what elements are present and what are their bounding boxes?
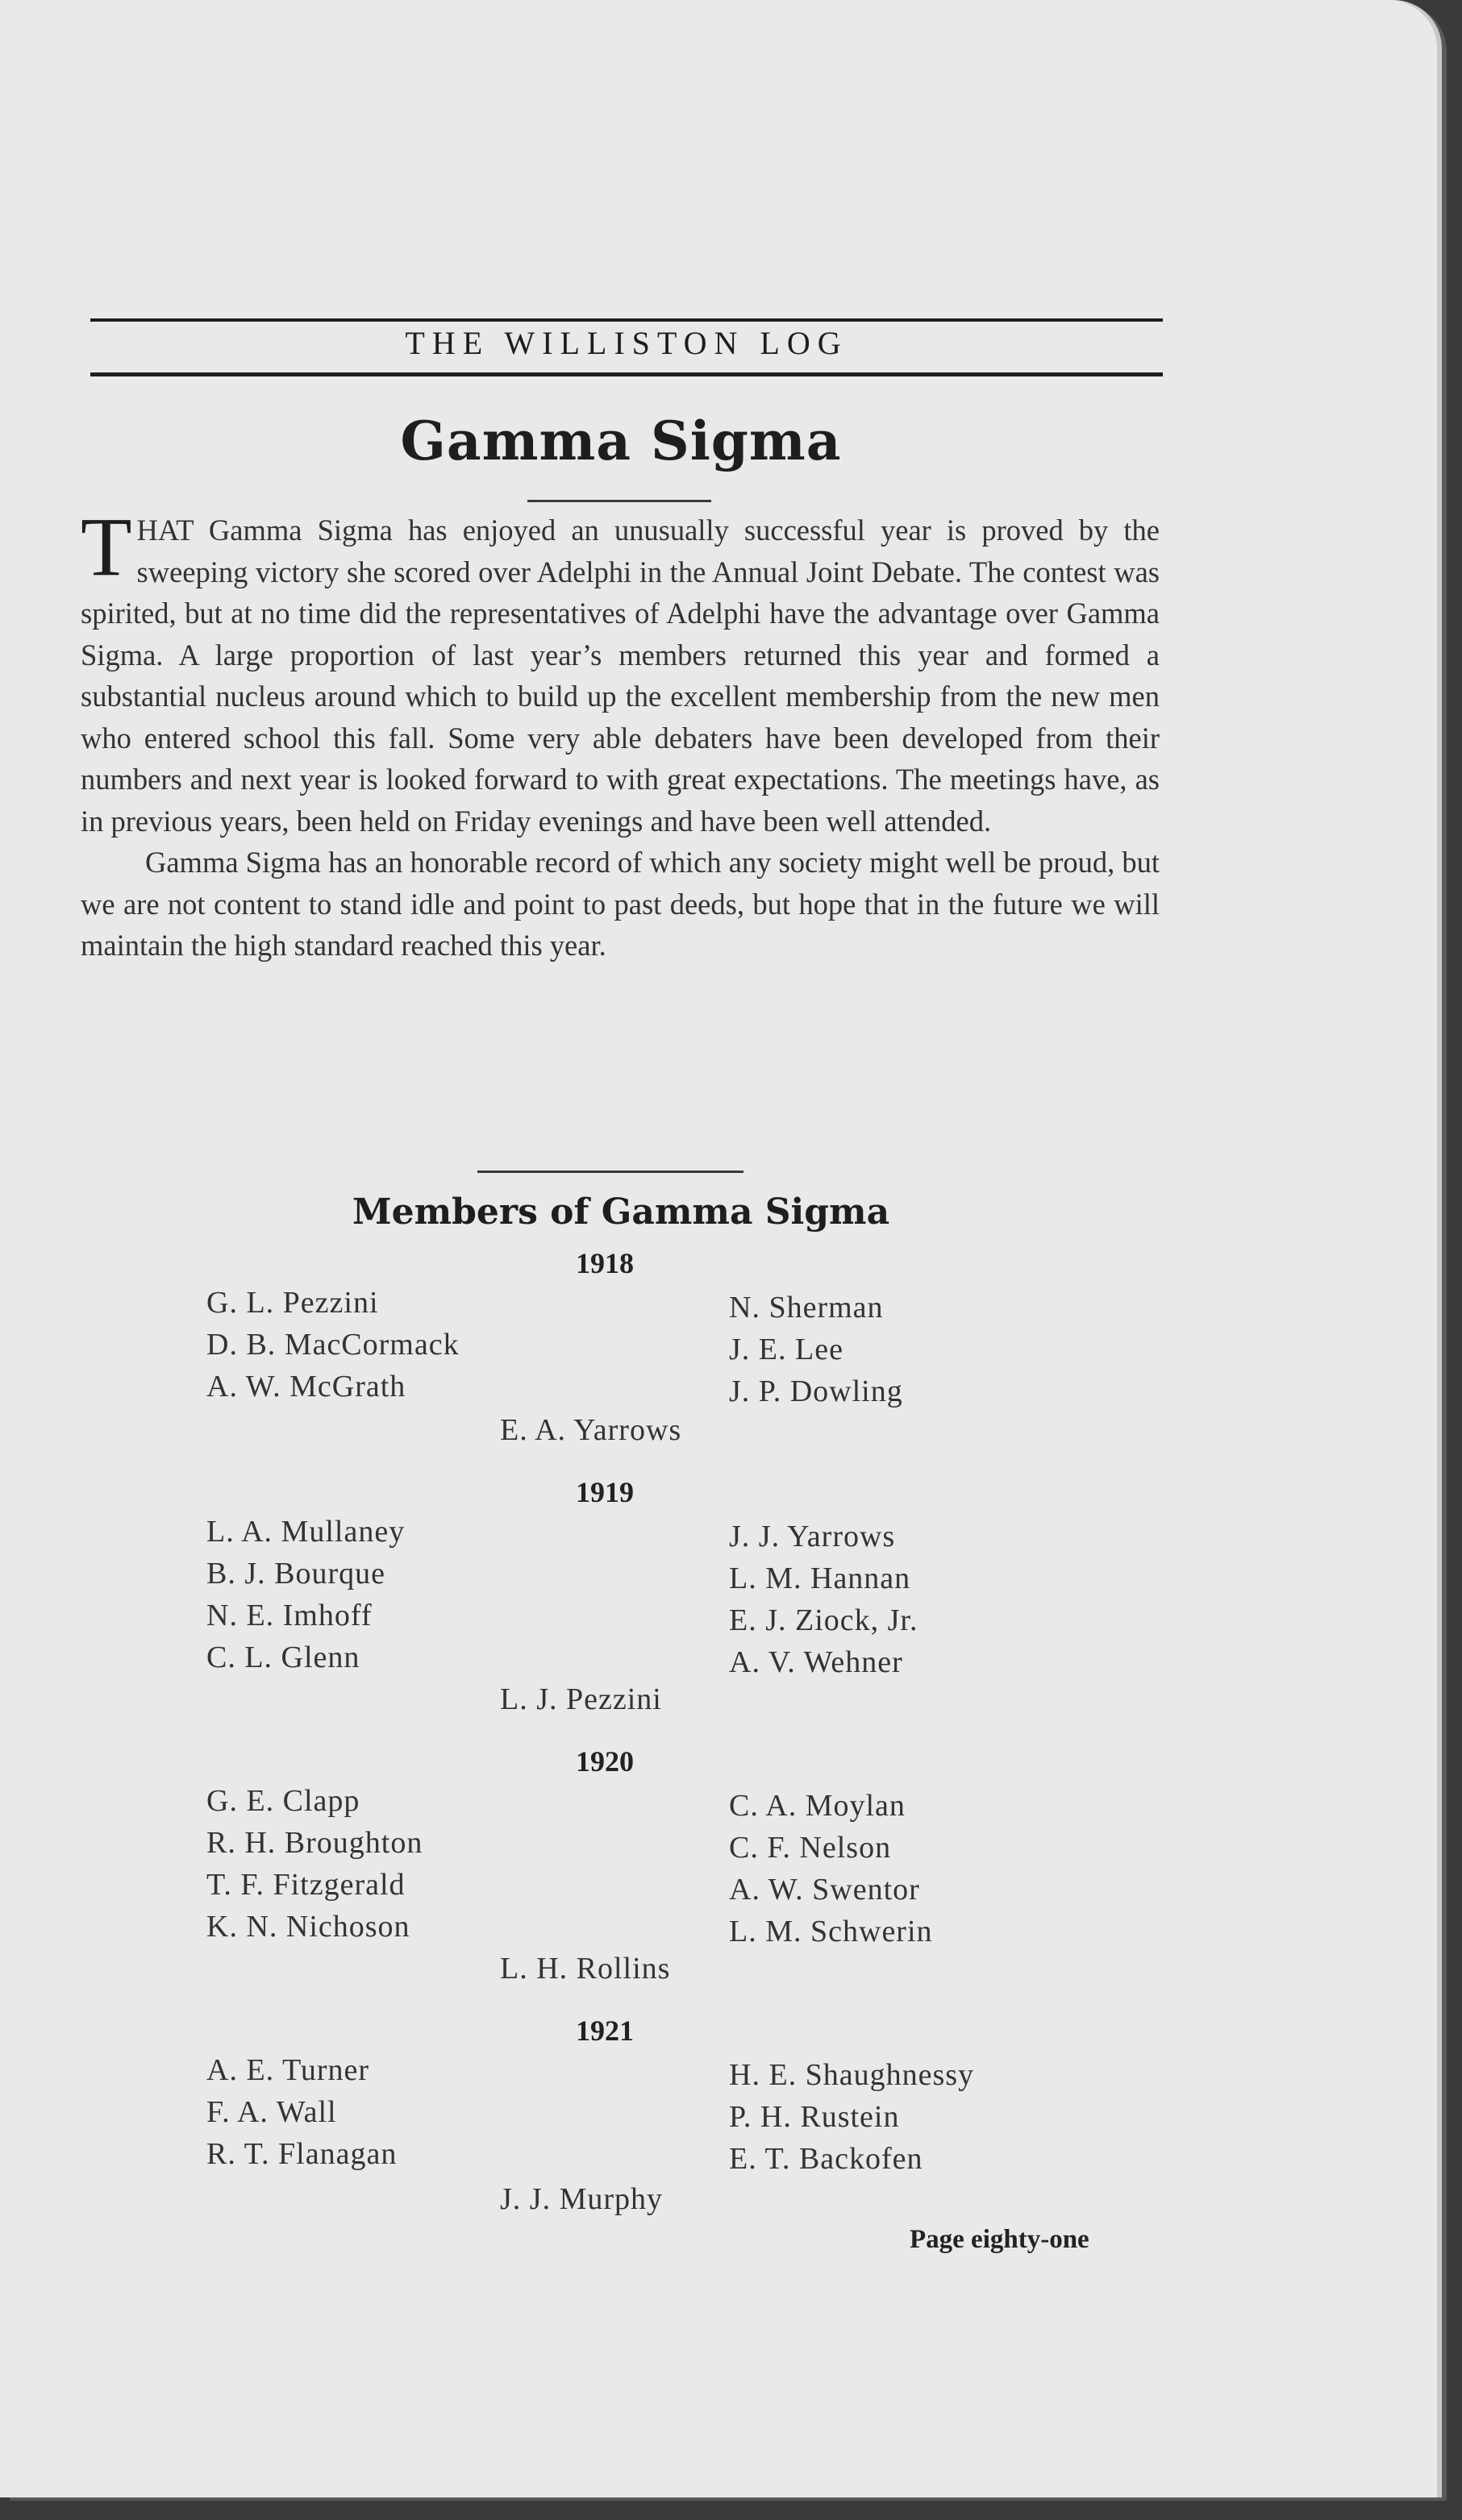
member-name: E. T. Backofen — [729, 2142, 923, 2176]
member-name: J. J. Murphy — [500, 2182, 664, 2216]
class-year: 1919 — [576, 1476, 634, 1508]
member-name: E. A. Yarrows — [500, 1413, 682, 1447]
header-rule-top — [90, 318, 1163, 322]
member-name: F. A. Wall — [206, 2095, 337, 2129]
member-name: J. E. Lee — [729, 1333, 843, 1366]
article-title: Gamma Sigma — [400, 410, 842, 472]
member-name: L. H. Rollins — [500, 1952, 671, 1986]
member-name: A. W. Swentor — [729, 1873, 920, 1907]
member-name: N. E. Imhoff — [206, 1599, 373, 1632]
member-name: J. P. Dowling — [729, 1374, 903, 1408]
member-name: J. J. Yarrows — [729, 1520, 896, 1553]
member-name: E. J. Ziock, Jr. — [729, 1603, 918, 1637]
section-divider — [477, 1171, 743, 1173]
paragraph-1 — [81, 501, 1160, 842]
member-name: A. W. McGrath — [206, 1370, 406, 1403]
member-name: H. E. Shaughnessy — [729, 2058, 975, 2092]
drop-cap: T — [81, 501, 132, 593]
member-name: A. E. Turner — [206, 2053, 370, 2087]
members-title: Members of Gamma Sigma — [352, 1191, 890, 1233]
member-name: R. H. Broughton — [206, 1826, 423, 1860]
class-year: 1920 — [576, 1745, 634, 1778]
member-name: D. B. MacCormack — [206, 1328, 460, 1362]
member-name: N. Sherman — [729, 1291, 884, 1324]
member-name: L. A. Mullaney — [206, 1515, 406, 1549]
member-name: P. H. Rustein — [729, 2100, 900, 2134]
class-year: 1918 — [576, 1247, 634, 1279]
member-name: G. E. Clapp — [206, 1784, 360, 1818]
member-name: R. T. Flanagan — [206, 2137, 398, 2171]
member-name: A. V. Wehner — [729, 1645, 903, 1679]
member-name: G. L. Pezzini — [206, 1286, 379, 1320]
running-head: THE WILLISTON LOG — [405, 325, 848, 361]
member-name: L. M. Hannan — [729, 1561, 911, 1595]
page-number: Page eighty-one — [910, 2225, 1089, 2254]
class-year: 1921 — [576, 2015, 634, 2047]
member-name: T. F. Fitzgerald — [206, 1868, 406, 1902]
article-body — [81, 501, 1160, 967]
member-name: L. J. Pezzini — [500, 1682, 662, 1716]
member-name: B. J. Bourque — [206, 1557, 385, 1591]
member-name: C. L. Glenn — [206, 1640, 360, 1674]
member-name: C. F. Nelson — [729, 1831, 892, 1865]
member-name: K. N. Nichoson — [206, 1910, 410, 1944]
title-divider — [527, 500, 711, 502]
paragraph-2: Gamma Sigma has an honorable record of which any society might well be proud, but we are not content to stand idle and point to past deeds, but hope that in the future we will maintain the high standard reached this year. — [81, 846, 1160, 962]
paragraph-1-text: HAT Gamma Sigma has enjoyed an unusually successful year is proved by the sweeping victory she scored over Adelphi in the Annual Joint Debate. The contest was spirited, but at no time did the representatives of Adelphi have the advantage over Gamma Sigma. A large proportion of last year’s members returned this year and formed a substantial nucleus around which to build up the excellent membership from the new men who entered school this fall. Some very able debaters have been developed from their numbers and next year is looked forward to with great expectations. The meetings have, as in previous years, been held on Friday evenings and have been well attended. — [81, 514, 1160, 838]
member-name: L. M. Schwerin — [729, 1915, 933, 1948]
header-rule-bottom — [90, 372, 1163, 376]
member-name: C. A. Moylan — [729, 1789, 906, 1823]
